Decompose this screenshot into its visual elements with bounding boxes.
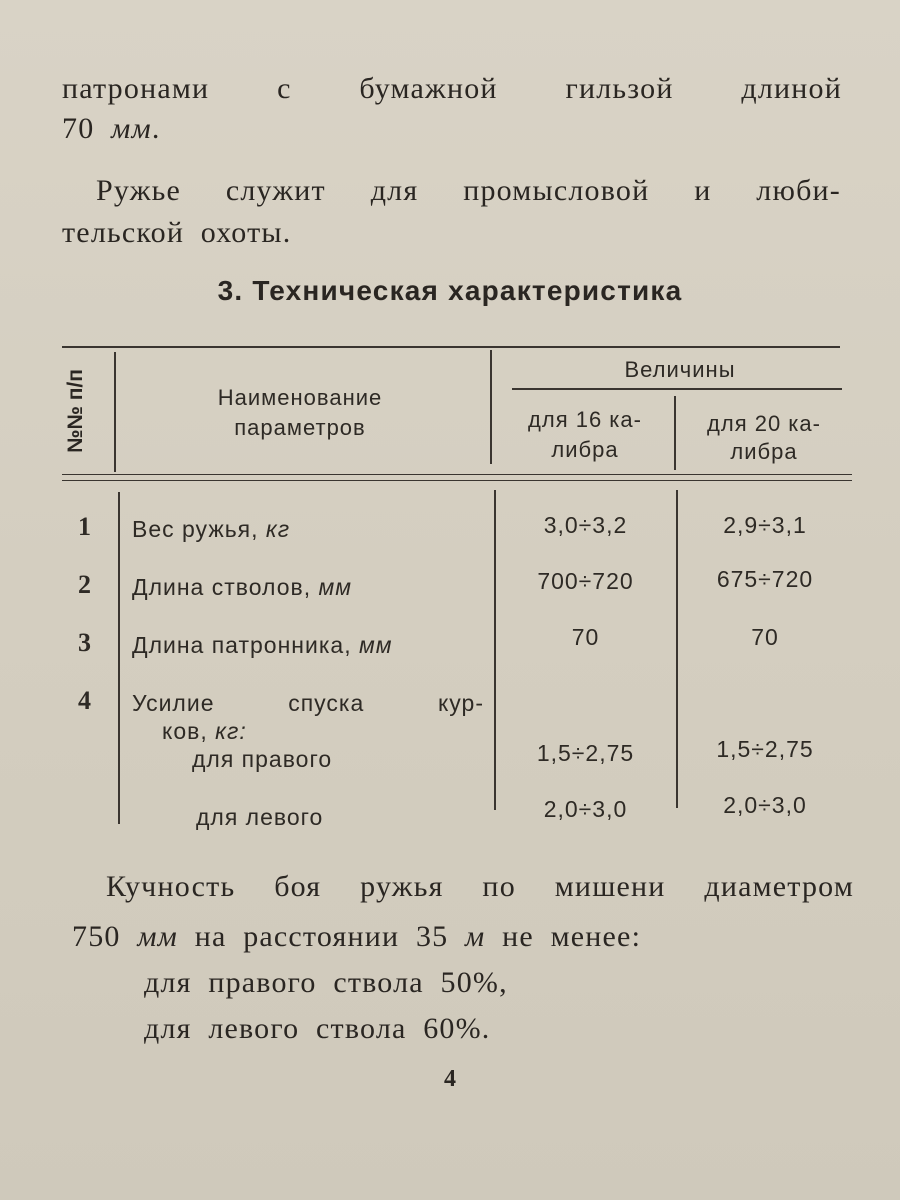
column-header-16-line2: либра: [551, 437, 619, 462]
column-header-number: №№ п/п: [64, 369, 87, 453]
vrule-num-header: [114, 352, 116, 472]
row-4-sub-right: для правого: [192, 746, 333, 772]
row-4-right-value-16: 1,5÷2,75: [536, 740, 635, 766]
row-2-value-16: 700÷720: [537, 568, 634, 594]
row-3-value-20: 70: [751, 624, 779, 650]
section-heading: 3. Техническая характеристика: [217, 275, 683, 306]
vrule-values-body: [676, 490, 678, 808]
row-3-number: 3: [78, 628, 92, 657]
accuracy-text-line1: Кучность боя ружья по мишени диаметром: [106, 870, 854, 903]
vrule-param-body: [494, 490, 496, 810]
row-1-value-20: 2,9÷3,1: [723, 512, 807, 538]
row-2-value-20: 675÷720: [716, 566, 814, 592]
row-2-param: Длина стволов, мм: [132, 574, 353, 600]
column-header-20-line1: для 20 ка-: [707, 411, 821, 436]
row-4-right-value-20: 1,5÷2,75: [716, 736, 814, 762]
row-1-value-16: 3,0÷3,2: [543, 512, 628, 538]
row-4-sub-left: для левого: [196, 804, 324, 830]
column-header-param-line1: Наименование: [217, 385, 383, 410]
intro-length-value: 70: [62, 112, 95, 145]
values-underline-rule: [512, 388, 842, 390]
row-1-param: Вес ружья, кг: [132, 516, 291, 542]
column-header-20-line2: либра: [730, 439, 798, 464]
row-2-number: 2: [78, 570, 92, 599]
column-header-param-line2: параметров: [234, 415, 366, 440]
row-4-param-line1: Усилие спуска кур-: [132, 690, 484, 716]
row-3-value-16: 70: [571, 624, 600, 650]
intro-length-unit: мм: [111, 112, 152, 145]
header-bottom-rule-2: [62, 480, 852, 481]
row-3-param: Длина патронника, мм: [132, 632, 393, 658]
accuracy-left-barrel: для левого ствола 60%.: [144, 1012, 491, 1045]
row-4-left-value-16: 2,0÷3,0: [543, 796, 628, 822]
column-header-16-line1: для 16 ка-: [528, 407, 642, 432]
purpose-text-line1: Ружье служит для промысловой и люби-: [96, 174, 841, 207]
row-4-number: 4: [78, 686, 92, 715]
purpose-text-line2: тельской охоты.: [62, 216, 292, 249]
page-number: 4: [444, 1066, 456, 1092]
column-header-values: Величины: [624, 357, 736, 382]
vrule-param-header: [490, 350, 492, 464]
header-bottom-rule: [62, 474, 852, 475]
vrule-values-header: [674, 396, 676, 470]
row-4-left-value-20: 2,0÷3,0: [723, 792, 807, 818]
row-4-param-line2: ков, кг:: [162, 718, 247, 744]
intro-text-line2: [62, 110, 161, 148]
intro-period: .: [151, 112, 161, 145]
vrule-num-body: [118, 492, 120, 824]
intro-text-line1: патронами с бумажной гильзой длиной: [62, 72, 842, 105]
row-1-number: 1: [78, 512, 92, 541]
accuracy-text-line2: 750 мм на расстоянии 35 м не менее:: [72, 920, 642, 953]
accuracy-right-barrel: для правого ствола 50%,: [144, 966, 508, 999]
table-top-rule: [62, 346, 840, 348]
